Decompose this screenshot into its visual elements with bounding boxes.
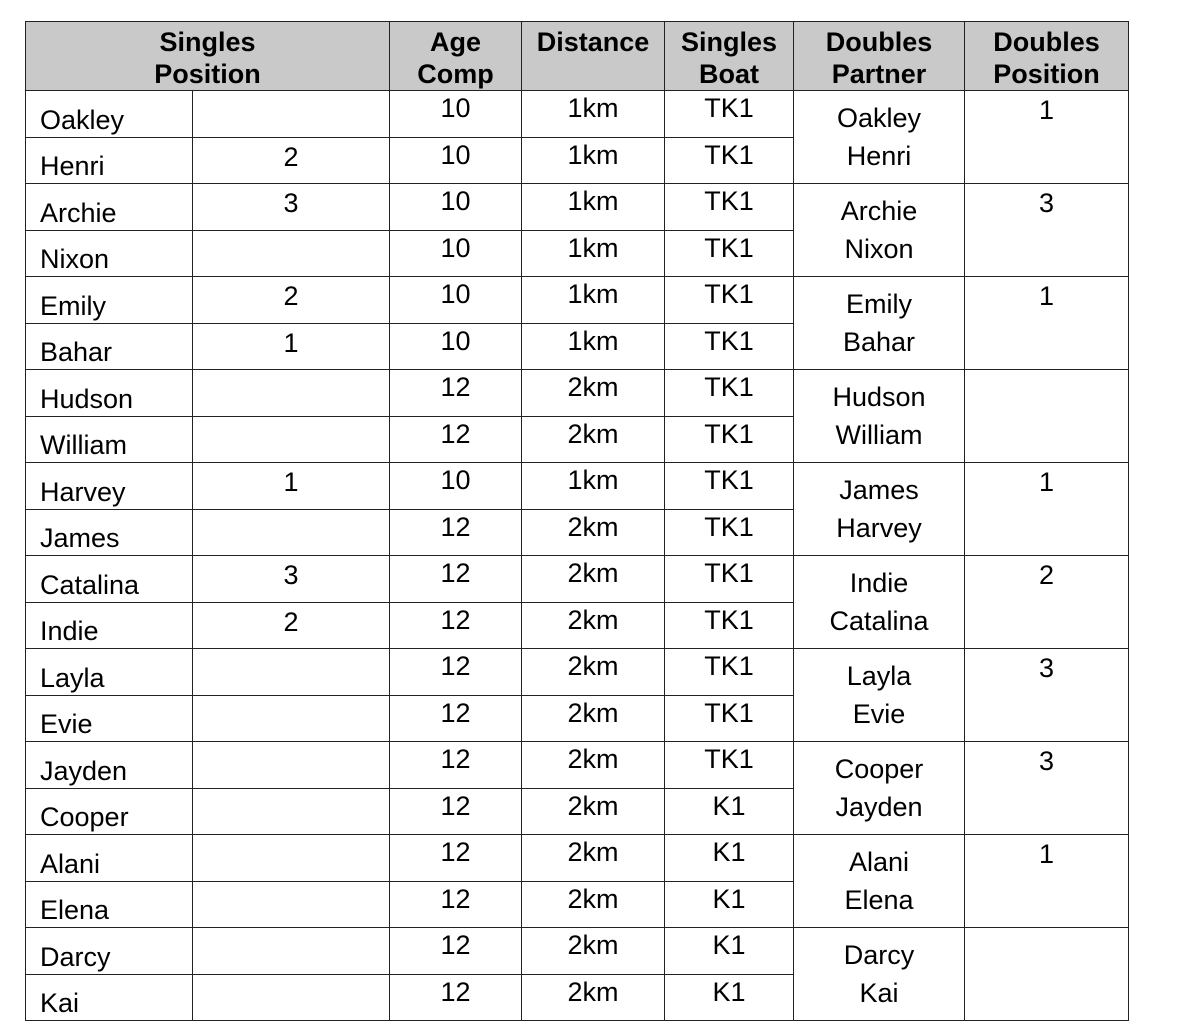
doubles-partner-name: Indie bbox=[849, 568, 909, 598]
athlete-name: Oakley bbox=[26, 91, 193, 138]
athlete-name: Alani bbox=[26, 835, 193, 882]
age-comp: 10 bbox=[390, 277, 522, 324]
athlete-name: Henri bbox=[26, 137, 193, 184]
header-doubles-partner bbox=[794, 22, 965, 91]
distance: 2km bbox=[522, 788, 665, 835]
distance: 2km bbox=[522, 695, 665, 742]
doubles-position: 3 bbox=[965, 742, 1129, 835]
distance: 1km bbox=[522, 137, 665, 184]
singles-boat: K1 bbox=[665, 835, 794, 882]
age-comp: 12 bbox=[390, 649, 522, 696]
singles-boat: TK1 bbox=[665, 230, 794, 277]
header-singles-boat-line-1: Singles bbox=[680, 27, 778, 57]
doubles-partner-name: Jayden bbox=[835, 792, 923, 822]
doubles-partner bbox=[794, 928, 965, 1021]
header-doubles-partner-line-2: Partner bbox=[831, 59, 927, 89]
age-comp: 10 bbox=[390, 230, 522, 277]
doubles-partner-name: Bahar bbox=[842, 327, 916, 357]
doubles-partner-name: Elena bbox=[844, 885, 914, 915]
singles-position: 3 bbox=[193, 556, 390, 603]
age-comp: 10 bbox=[390, 184, 522, 231]
singles-boat: TK1 bbox=[665, 184, 794, 231]
doubles-partner-name: Henri bbox=[846, 141, 912, 171]
distance: 2km bbox=[522, 556, 665, 603]
singles-position bbox=[193, 509, 390, 556]
header-doubles-position-line-1: Doubles bbox=[993, 27, 1100, 57]
doubles-partner-name: Layla bbox=[846, 661, 912, 691]
doubles-partner-name: Darcy bbox=[843, 940, 915, 970]
table-row bbox=[26, 277, 1129, 324]
age-comp: 12 bbox=[390, 602, 522, 649]
singles-boat: TK1 bbox=[665, 509, 794, 556]
doubles-position: 1 bbox=[965, 835, 1129, 928]
distance: 1km bbox=[522, 230, 665, 277]
singles-position bbox=[193, 835, 390, 882]
athlete-name: Darcy bbox=[26, 928, 193, 975]
doubles-partner-name: Alani bbox=[848, 847, 910, 877]
athlete-name: Emily bbox=[26, 277, 193, 324]
doubles-partner bbox=[794, 649, 965, 742]
singles-boat: TK1 bbox=[665, 695, 794, 742]
singles-boat: TK1 bbox=[665, 91, 794, 138]
singles-position: 2 bbox=[193, 602, 390, 649]
athlete-name: Hudson bbox=[26, 370, 193, 417]
header-singles-position bbox=[26, 22, 390, 91]
table-row bbox=[26, 742, 1129, 789]
athlete-name: Bahar bbox=[26, 323, 193, 370]
age-comp: 10 bbox=[390, 323, 522, 370]
singles-boat: TK1 bbox=[665, 416, 794, 463]
table-row bbox=[26, 184, 1129, 231]
doubles-partner bbox=[794, 277, 965, 370]
table-row bbox=[26, 928, 1129, 975]
doubles-partner-name: Oakley bbox=[836, 103, 922, 133]
singles-position bbox=[193, 230, 390, 277]
header-row bbox=[26, 22, 1129, 91]
athlete-name: Catalina bbox=[26, 556, 193, 603]
age-comp: 12 bbox=[390, 974, 522, 1021]
doubles-partner-name: William bbox=[835, 420, 923, 450]
table-row bbox=[26, 649, 1129, 696]
doubles-partner bbox=[794, 835, 965, 928]
header-singles-position-line-1: Singles bbox=[159, 27, 256, 57]
singles-position bbox=[193, 416, 390, 463]
singles-boat: TK1 bbox=[665, 742, 794, 789]
distance: 1km bbox=[522, 184, 665, 231]
singles-boat: TK1 bbox=[665, 277, 794, 324]
singles-boat: TK1 bbox=[665, 602, 794, 649]
singles-position: 1 bbox=[193, 463, 390, 510]
singles-boat: K1 bbox=[665, 788, 794, 835]
age-comp: 12 bbox=[390, 509, 522, 556]
age-comp: 12 bbox=[390, 835, 522, 882]
singles-position bbox=[193, 788, 390, 835]
distance: 2km bbox=[522, 742, 665, 789]
athlete-name: Kai bbox=[26, 974, 193, 1021]
athlete-name: Nixon bbox=[26, 230, 193, 277]
doubles-partner bbox=[794, 556, 965, 649]
doubles-partner-name: Hudson bbox=[832, 382, 926, 412]
singles-boat: K1 bbox=[665, 974, 794, 1021]
doubles-partner-name: Cooper bbox=[834, 754, 924, 784]
header-singles-boat-line-2: Boat bbox=[699, 59, 759, 89]
header-singles-position-line-2: Position bbox=[154, 59, 261, 89]
distance: 2km bbox=[522, 974, 665, 1021]
singles-position bbox=[193, 928, 390, 975]
age-comp: 12 bbox=[390, 928, 522, 975]
doubles-position: 1 bbox=[965, 463, 1129, 556]
distance: 1km bbox=[522, 323, 665, 370]
age-comp: 12 bbox=[390, 695, 522, 742]
singles-position: 1 bbox=[193, 323, 390, 370]
age-comp: 10 bbox=[390, 137, 522, 184]
singles-position bbox=[193, 370, 390, 417]
distance: 1km bbox=[522, 91, 665, 138]
header-age-comp bbox=[390, 22, 522, 91]
doubles-position: 3 bbox=[965, 184, 1129, 277]
doubles-partner bbox=[794, 370, 965, 463]
age-comp: 10 bbox=[390, 463, 522, 510]
doubles-position: 2 bbox=[965, 556, 1129, 649]
age-comp: 12 bbox=[390, 556, 522, 603]
athlete-name: Jayden bbox=[26, 742, 193, 789]
age-comp: 10 bbox=[390, 91, 522, 138]
doubles-position bbox=[965, 370, 1129, 463]
header-distance-line-1: Distance bbox=[536, 27, 650, 57]
distance: 1km bbox=[522, 463, 665, 510]
table-row bbox=[26, 370, 1129, 417]
athlete-name: Evie bbox=[26, 695, 193, 742]
singles-boat: TK1 bbox=[665, 323, 794, 370]
distance: 2km bbox=[522, 649, 665, 696]
distance: 1km bbox=[522, 277, 665, 324]
doubles-partner bbox=[794, 184, 965, 277]
age-comp: 12 bbox=[390, 370, 522, 417]
athlete-name: William bbox=[26, 416, 193, 463]
header-age-comp-line-1: Age bbox=[429, 27, 481, 57]
athlete-name: Archie bbox=[26, 184, 193, 231]
athlete-name: Cooper bbox=[26, 788, 193, 835]
distance: 2km bbox=[522, 835, 665, 882]
athlete-name: James bbox=[26, 509, 193, 556]
doubles-partner bbox=[794, 91, 965, 184]
distance: 2km bbox=[522, 928, 665, 975]
athlete-name: Harvey bbox=[26, 463, 193, 510]
distance: 2km bbox=[522, 416, 665, 463]
doubles-partner-name: Harvey bbox=[836, 513, 922, 543]
table-row bbox=[26, 463, 1129, 510]
header-singles-boat bbox=[665, 22, 794, 91]
doubles-partner-name: Archie bbox=[840, 196, 918, 226]
doubles-partner bbox=[794, 742, 965, 835]
header-doubles-position bbox=[965, 22, 1129, 91]
singles-position bbox=[193, 649, 390, 696]
header-age-comp-line-2: Comp bbox=[417, 59, 494, 89]
results-table bbox=[25, 21, 1129, 1021]
singles-position: 2 bbox=[193, 137, 390, 184]
distance: 2km bbox=[522, 509, 665, 556]
singles-position bbox=[193, 974, 390, 1021]
age-comp: 12 bbox=[390, 742, 522, 789]
athlete-name: Indie bbox=[26, 602, 193, 649]
singles-boat: TK1 bbox=[665, 463, 794, 510]
singles-position: 2 bbox=[193, 277, 390, 324]
age-comp: 12 bbox=[390, 788, 522, 835]
distance: 2km bbox=[522, 370, 665, 417]
singles-position: 3 bbox=[193, 184, 390, 231]
athlete-name: Elena bbox=[26, 881, 193, 928]
header-doubles-partner-line-1: Doubles bbox=[825, 27, 933, 57]
doubles-partner-name: Catalina bbox=[829, 606, 929, 636]
age-comp: 12 bbox=[390, 881, 522, 928]
header-doubles-position-line-2: Position bbox=[993, 59, 1100, 89]
doubles-partner-name: Nixon bbox=[844, 234, 914, 264]
singles-position bbox=[193, 881, 390, 928]
doubles-position: 1 bbox=[965, 91, 1129, 184]
singles-boat: K1 bbox=[665, 928, 794, 975]
singles-position bbox=[193, 91, 390, 138]
doubles-partner bbox=[794, 463, 965, 556]
table-row bbox=[26, 556, 1129, 603]
doubles-position: 3 bbox=[965, 649, 1129, 742]
distance: 2km bbox=[522, 602, 665, 649]
singles-boat: TK1 bbox=[665, 137, 794, 184]
distance: 2km bbox=[522, 881, 665, 928]
age-comp: 12 bbox=[390, 416, 522, 463]
table-row bbox=[26, 91, 1129, 138]
doubles-position: 1 bbox=[965, 277, 1129, 370]
singles-position bbox=[193, 742, 390, 789]
singles-position bbox=[193, 695, 390, 742]
singles-boat: K1 bbox=[665, 881, 794, 928]
singles-boat: TK1 bbox=[665, 649, 794, 696]
singles-boat: TK1 bbox=[665, 370, 794, 417]
doubles-position bbox=[965, 928, 1129, 1021]
doubles-partner-name: Emily bbox=[846, 289, 912, 319]
athlete-name: Layla bbox=[26, 649, 193, 696]
doubles-partner-name: Kai bbox=[859, 978, 899, 1008]
header-distance bbox=[522, 22, 665, 91]
singles-boat: TK1 bbox=[665, 556, 794, 603]
doubles-partner-name: Evie bbox=[852, 699, 906, 729]
table-body bbox=[26, 91, 1129, 1021]
table-row bbox=[26, 835, 1129, 882]
doubles-partner-name: James bbox=[839, 475, 919, 505]
